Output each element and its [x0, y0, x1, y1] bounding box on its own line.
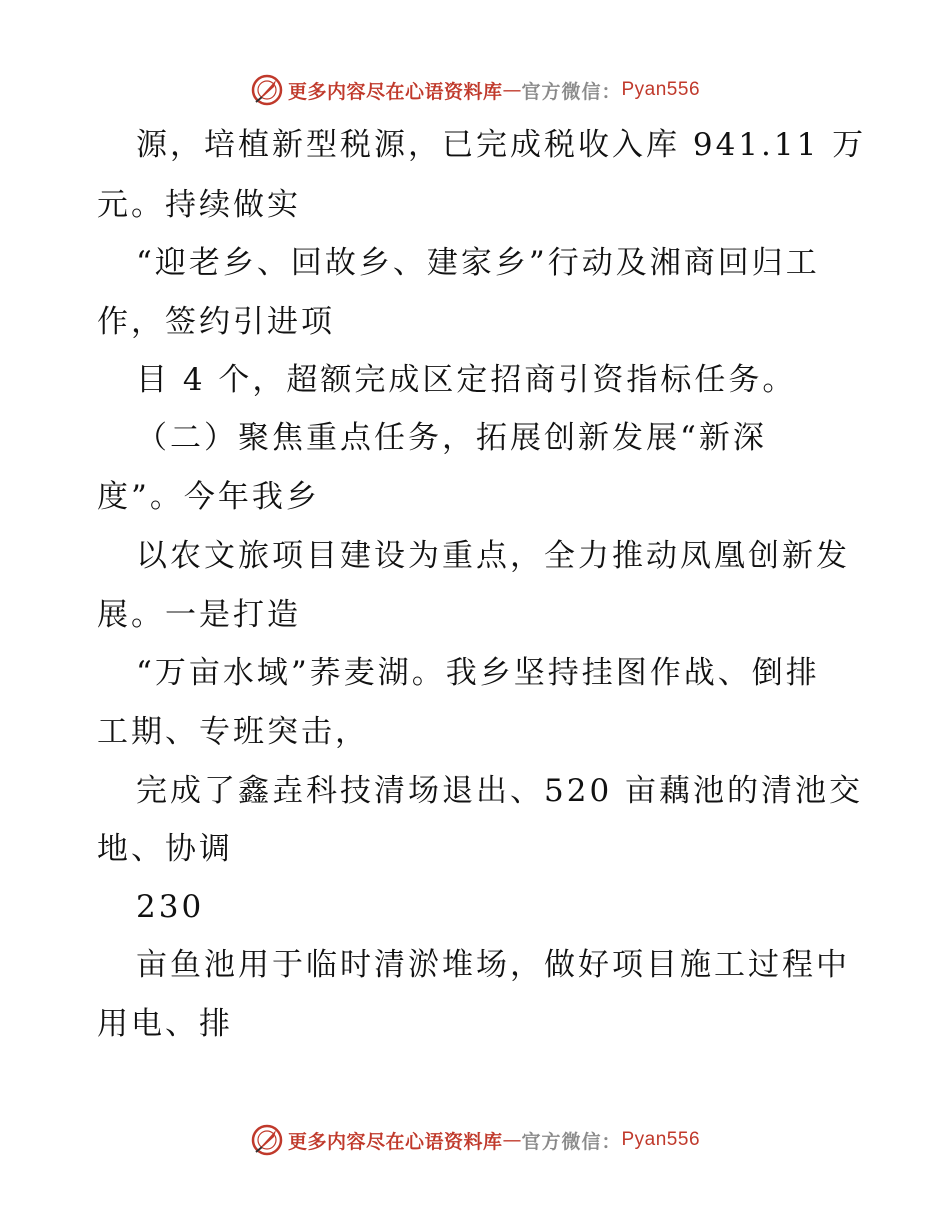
body-line: 用电、排: [97, 1006, 233, 1042]
footer-watermark-banner: [0, 1120, 950, 1160]
body-line: 目 4 个，超额完成区定招商引资指标任务。: [136, 362, 797, 398]
quill-logo-icon: [250, 1123, 284, 1157]
header-watermark-banner: [0, 70, 950, 110]
body-line: 展。一是打造: [97, 597, 301, 633]
body-line: 作，签约引进项: [97, 304, 335, 340]
banner-wechat-id: Pyan556: [621, 1129, 701, 1150]
body-line: 完成了鑫垚科技清场退出、520 亩藕池的清池交: [136, 773, 864, 809]
body-line: 工期、专班突击，: [97, 714, 369, 750]
body-line: 以农文旅项目建设为重点，全力推动凤凰创新发: [136, 538, 850, 574]
body-line: “万亩水域”荞麦湖。我乡坚持挂图作战、倒排: [136, 655, 820, 691]
banner-wechat-id: Pyan556: [621, 79, 701, 100]
body-line: 230: [136, 889, 205, 925]
banner-dash: —: [502, 79, 522, 101]
section-heading: （二）聚焦重点任务，拓展创新发展“新深: [136, 420, 767, 456]
body-line: “迎老乡、回故乡、建家乡”行动及湘商回归工: [136, 245, 820, 281]
banner-wechat-label: 官方微信：: [521, 80, 622, 103]
quill-logo-icon: [250, 73, 284, 107]
banner-dash: —: [502, 1129, 522, 1151]
body-line: 度”。今年我乡: [97, 479, 320, 515]
body-line: 地、协调: [97, 831, 233, 867]
banner-title: 更多内容尽在心语资料库: [287, 1130, 503, 1153]
body-line: 元。持续做实: [97, 187, 301, 223]
banner-wechat-label: 官方微信：: [521, 1130, 622, 1153]
banner-title: 更多内容尽在心语资料库: [287, 80, 503, 103]
body-line: 亩鱼池用于临时清淤堆场，做好项目施工过程中: [136, 947, 850, 983]
body-line: 源，培植新型税源，已完成税收入库 941.11 万: [136, 127, 867, 163]
